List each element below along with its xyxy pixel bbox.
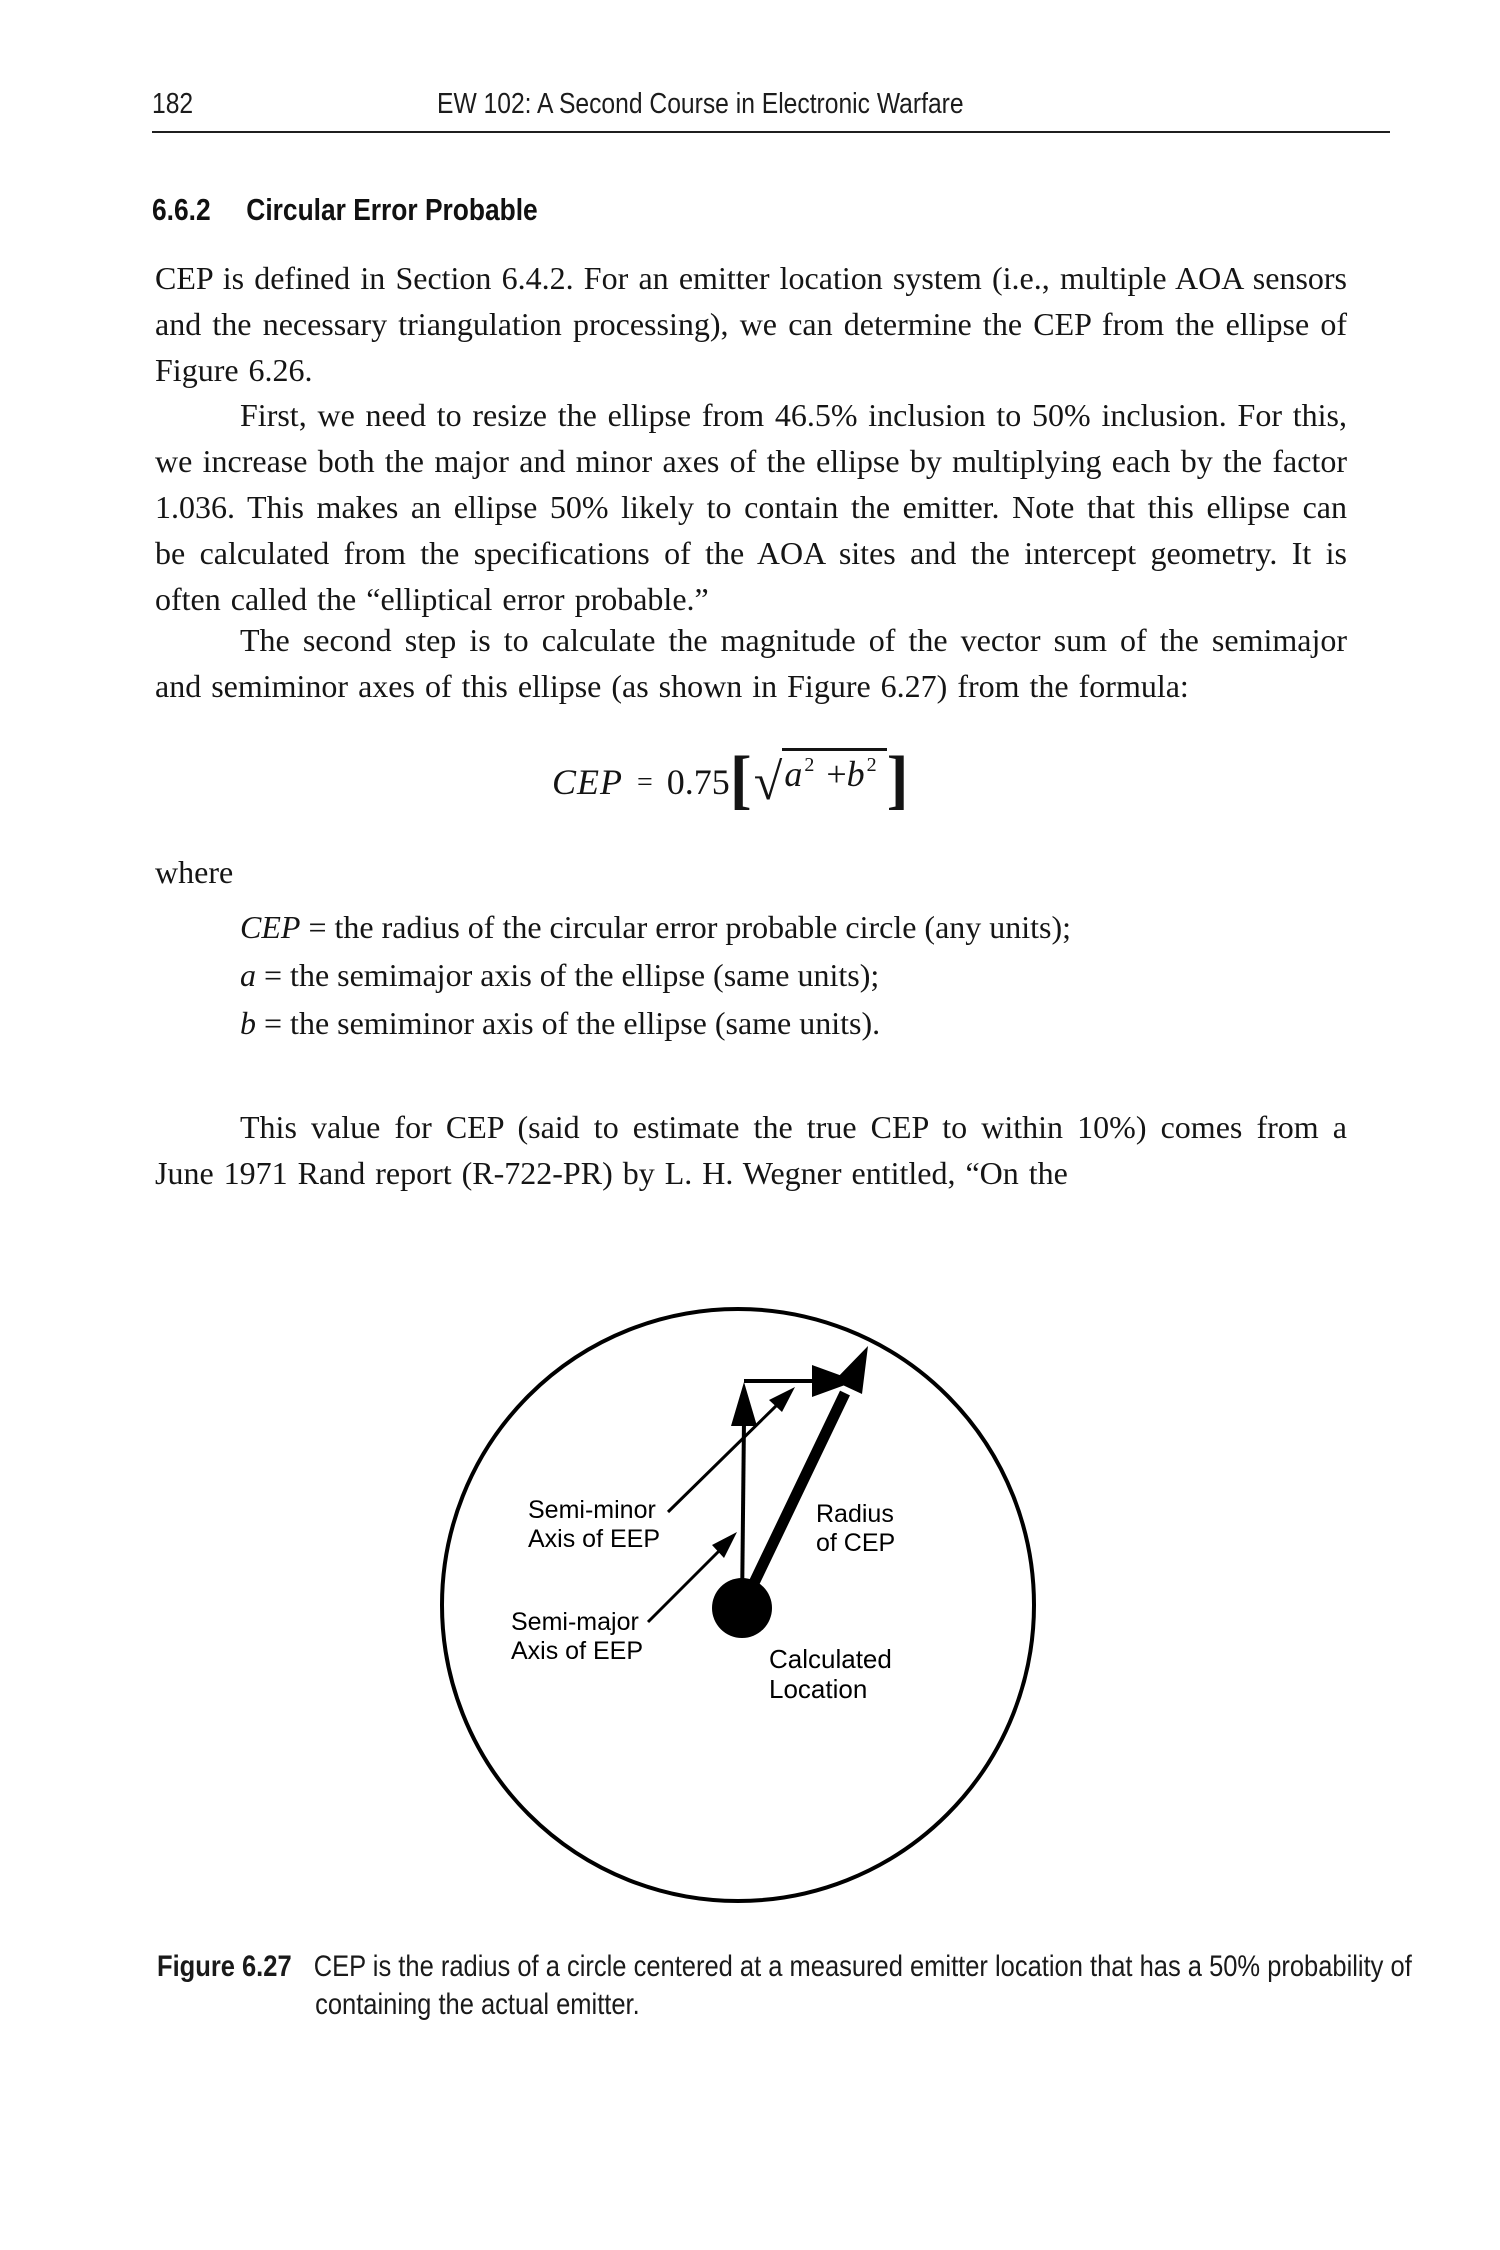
paragraph-1: CEP is defined in Section 6.4.2. For an emitter location system (i.e., multiple AOA sensors and the necessary triangulation processing), we can determine the CEP from the ellipse of Figure 6.26. — [155, 260, 1347, 388]
running-title: EW 102: A Second Course in Electronic Warfare — [437, 88, 964, 120]
paragraph-4: This value for CEP (said to estimate the true CEP to within 10%) comes from a June 1971 Rand report (R-722-PR) by L. H. Wegner entitled, “On the — [155, 1109, 1347, 1191]
where-intro: where — [155, 854, 234, 890]
paragraph-3: The second step is to calculate the magnitude of the vector sum of the semimajor and semiminor axes of this ellipse (as shown in Figure 6.27) from the formula: — [155, 622, 1347, 704]
semi-major-leader-line — [648, 1550, 720, 1622]
section-number: 6.6.2 — [152, 192, 211, 227]
figure-caption — [157, 1948, 1500, 2024]
semi-minor-leader-line — [668, 1404, 778, 1512]
definition-cep: CEP = the radius of the circular error probable circle (any units); — [240, 909, 1072, 945]
label-semi-major-axis: Semi-major Axis of EEP — [511, 1608, 643, 1665]
definition-list — [240, 909, 1071, 1053]
label-semi-minor-axis: Semi-minor Axis of EEP — [528, 1496, 660, 1553]
radical-sign: √ — [753, 754, 783, 811]
figure-caption-text: CEP is the radius of a circle centered at a measured emitter location that has a 50% probability of containing the actual emitter. — [313, 1950, 1412, 2021]
label-calculated-location: Calculated Location — [769, 1644, 892, 1704]
semi-major-axis-vector — [742, 1420, 744, 1608]
formula-close-bracket: ] — [886, 743, 909, 816]
definition-a: a = the semimajor axis of the ellipse (same units); — [240, 957, 880, 993]
cep-formula — [552, 743, 909, 816]
label-radius-of-cep: Radius of CEP — [816, 1500, 896, 1557]
semi-major-axis-arrowhead — [731, 1382, 757, 1426]
figure-6-27 — [0, 1280, 1500, 1940]
paragraph-2: First, we need to resize the ellipse from 46.5% inclusion to 50% inclusion. For this, we increase both the major and minor axes of the ellipse by multiplying each by the factor 1.036. This makes an ellipse 50% likely to contain the emitter. Note that this ellipse can be calculated from the specifications of the AOA sites and the intercept geometry. It is often called the “elliptical error probable.” — [155, 397, 1347, 617]
page-number: 182 — [152, 88, 194, 120]
figure-caption-label: Figure 6.27 — [157, 1950, 292, 1983]
section-heading — [152, 192, 538, 228]
formula-coefficient: 0.75 — [666, 762, 730, 802]
radicand: a $^2$ +b $^2$ — [782, 748, 886, 795]
definition-b: b = the semiminor axis of the ellipse (same units). — [240, 1005, 881, 1041]
formula-equals: = — [637, 767, 653, 798]
formula-lhs: CEP — [552, 762, 623, 802]
formula-open-bracket: [ — [729, 743, 752, 816]
section-title: Circular Error Probable — [246, 192, 538, 227]
header-rule — [152, 131, 1390, 133]
